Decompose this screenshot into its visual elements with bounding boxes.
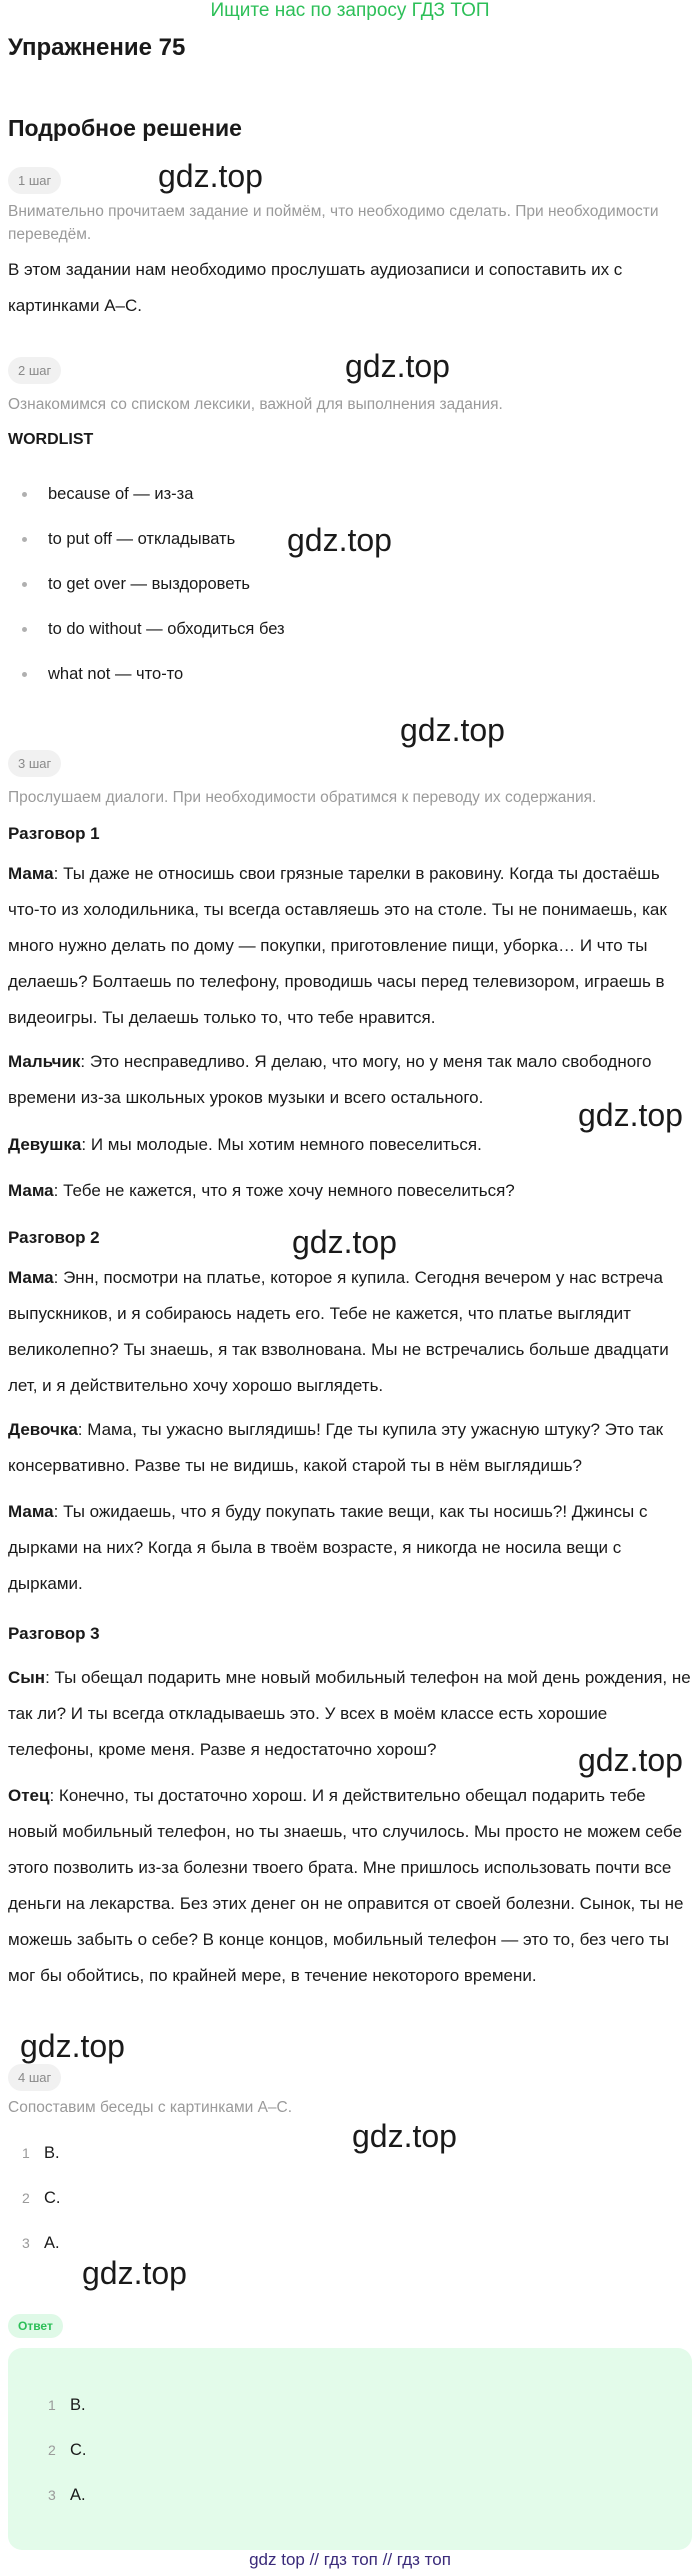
dialogue-line: Мама: Тебе не кажется, что я тоже хочу немного повеселиться? [8, 1181, 515, 1200]
conversation-1-heading: Разговор 1 [8, 824, 100, 843]
dialogue-line: Мама: Ты даже не относишь свои грязные тарелки в раковину. Когда ты достаёшь что-то из холодильника, ты всегда оставляешь это на столе. Ты не понимаешь, как много нужно делать по дому — покупки, приготовление пищи, уборка… И что ты делаешь? Болтаешь по телефону, проводишь часы перед телевизором, играешь в видеоигры. Ты делаешь только то, что тебе нравится. [8, 864, 667, 1027]
conversation-3-heading: Разговор 3 [8, 1624, 100, 1643]
solution-heading: Подробное решение [8, 115, 242, 141]
step-badge-3: 3 шаг [8, 750, 61, 777]
answer-list [48, 2383, 87, 2518]
watermark: gdz.top [82, 2255, 187, 2291]
step-badge-4: 4 шаг [8, 2064, 61, 2091]
watermark: gdz.top [352, 2118, 457, 2154]
step-4-hint: Сопоставим беседы с картинками A–C. [8, 2099, 293, 2116]
matching-list [22, 2131, 61, 2266]
bullet-icon [22, 537, 27, 542]
watermark: gdz.top [400, 712, 505, 748]
dialogue-line: Мальчик: Это несправедливо. Я делаю, что могу, но у меня так мало свободного времени из-за школьных уроков музыки и всего остального. [8, 1052, 652, 1107]
list-item: 1 B. [22, 2144, 60, 2162]
step-3-hint: Прослушаем диалоги. При необходимости обратимся к переводу их содержания. [8, 789, 597, 806]
conversation-2-heading: Разговор 2 [8, 1228, 100, 1247]
answer-badge: Ответ [8, 2314, 63, 2338]
footer-links[interactable]: gdz top // гдз топ // гдз топ [249, 2550, 451, 2569]
watermark: gdz.top [345, 348, 450, 384]
dialogue-line: Сын: Ты обещал подарить мне новый мобильный телефон на мой день рождения, не так ли? И ты всегда откладываешь это. У всех в моём классе есть хорошие телефоны, кроме меня. Разве я недостаточно хорош? [8, 1668, 691, 1759]
watermark: gdz.top [578, 1097, 683, 1133]
step-badge-1: 1 шаг [8, 167, 61, 194]
list-item: to put off — откладывать [22, 517, 622, 562]
list-item: 3 A. [22, 2234, 60, 2252]
wordlist [22, 472, 622, 697]
step-badge-2: 2 шаг [8, 357, 61, 384]
dialogue-line: Отец: Конечно, ты достаточно хорош. И я действительно обещал подарить тебе новый мобильный телефон, но ты знаешь, что случилось. Мы просто не можем себе этого позволить из-за болезни твоего брата. Мне пришлось использовать почти все деньги на лекарства. Без этих денег он не оправится от своей болезни. Сынок, ты не можешь забыть о себе? В конце концов, мобильный телефон — это то, без чего ты мог бы обойтись, по крайней мере, в течение некоторого времени. [8, 1786, 684, 1985]
watermark: gdz.top [158, 158, 263, 194]
step-1-text: В этом задании нам необходимо прослушать аудиозаписи и сопоставить их с картинками A–C. [8, 260, 623, 315]
list-item: 2 C. [48, 2441, 87, 2459]
wordlist-heading: WORDLIST [8, 431, 94, 448]
dialogue-line: Мама: Энн, посмотри на платье, которое я купила. Сегодня вечером у нас встреча выпускников, и я собираюсь надеть его. Тебе не кажется, что платье выглядит великолепно? Ты знаешь, я так взволнована. Мы не встречались больше двадцати лет, и я действительно хочу хорошо выглядеть. [8, 1268, 669, 1395]
step-1-hint: Внимательно прочитаем задание и поймём, что необходимо сделать. При необходимости переведём. [8, 203, 659, 243]
step-2-hint: Ознакомимся со списком лексики, важной для выполнения задания. [8, 396, 503, 413]
page-title: Упражнение 75 [8, 34, 186, 61]
list-item: what not — что-то [22, 652, 622, 697]
list-item: 3 A. [48, 2486, 86, 2504]
bullet-icon [22, 582, 27, 587]
list-item: 2 C. [22, 2189, 61, 2207]
answer-box [8, 2348, 692, 2550]
list-item: to do without — обходиться без [22, 607, 622, 652]
watermark: gdz.top [292, 1224, 397, 1260]
bullet-icon [22, 672, 27, 677]
bullet-icon [22, 492, 27, 497]
watermark: gdz.top [287, 522, 392, 558]
bullet-icon [22, 627, 27, 632]
dialogue-line: Девушка: И мы молодые. Мы хотим немного повеселиться. [8, 1135, 482, 1154]
dialogue-line: Девочка: Мама, ты ужасно выглядишь! Где ты купила эту ужасную штуку? Это так консервативно. Разве ты не видишь, какой старой ты в нём выглядишь? [8, 1420, 664, 1475]
watermark: gdz.top [578, 1742, 683, 1778]
dialogue-line: Мама: Ты ожидаешь, что я буду покупать такие вещи, как ты носишь?! Джинсы с дырками на них? Когда я была в твоём возрасте, я никогда не носила вещи с дырками. [8, 1502, 648, 1593]
list-item: because of — из-за [22, 472, 622, 517]
watermark: gdz.top [20, 2028, 125, 2064]
list-item: to get over — выздороветь [22, 562, 622, 607]
promo-banner[interactable]: Ищите нас по запросу ГДЗ ТОП [210, 0, 490, 21]
list-item: 1 B. [48, 2396, 86, 2414]
